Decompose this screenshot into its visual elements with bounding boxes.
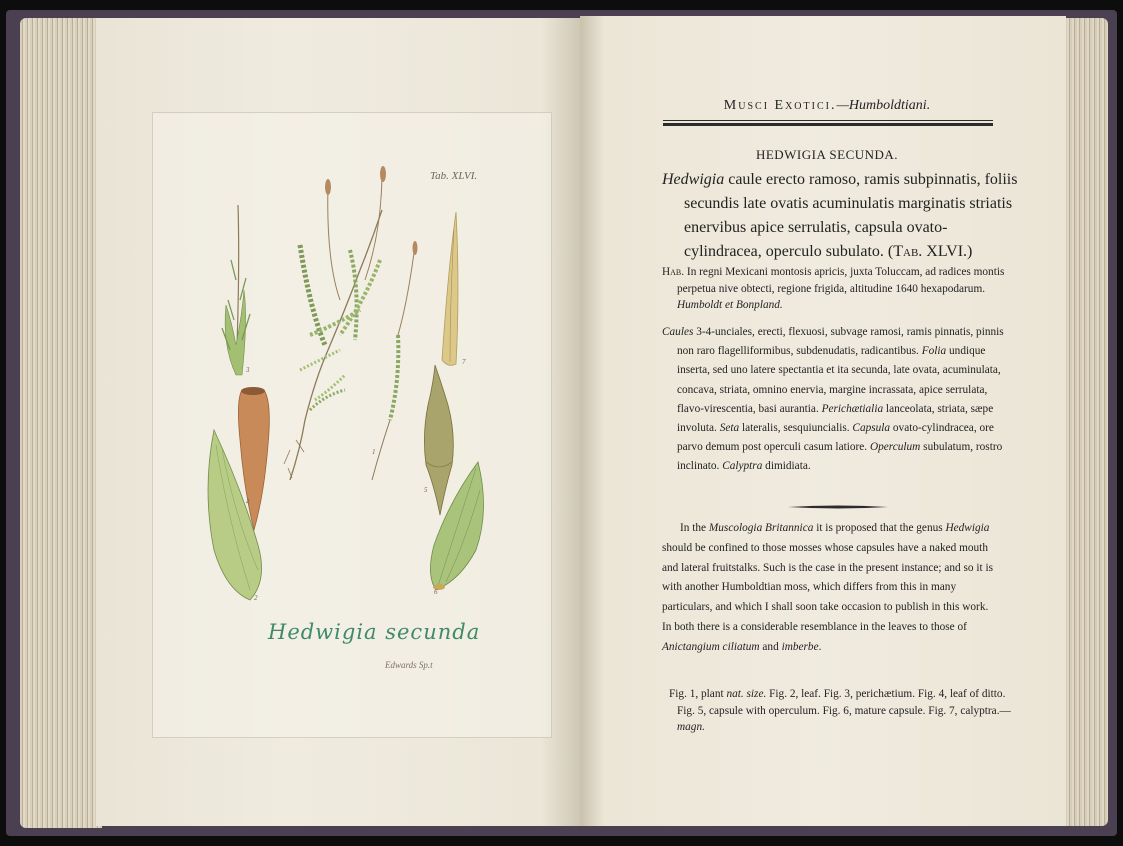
description-run: subulatum, rostro inclinato. xyxy=(677,441,1003,473)
discourse-run: and xyxy=(759,640,782,653)
discourse-run: In the xyxy=(680,522,709,534)
discourse-run: it is proposed that the genus xyxy=(813,522,946,534)
figure-number: 6 xyxy=(434,588,438,596)
description-run: 3-4-unciales, erecti, flexuosi, subvage ramosi, ramis pinnatis, pinnis non raro flagelliformibus, subdenudatis, radicantibus. xyxy=(677,326,1004,358)
description-run: Capsula xyxy=(852,422,891,435)
discourse-run: Anictangium ciliatum xyxy=(662,640,760,653)
header-subseries: —Humboldtiani. xyxy=(836,98,931,113)
page-edges-right xyxy=(1062,18,1108,826)
figures-run: Fig. 1, plant xyxy=(669,688,727,700)
figure-number: 2 xyxy=(254,594,258,602)
description-run: lateralis, sesquiuncialis. xyxy=(739,422,853,435)
description-run: Caules xyxy=(662,326,694,338)
description-paragraph xyxy=(662,323,1015,477)
figures-run: magn. xyxy=(677,721,705,733)
description-run: Perichætialia xyxy=(821,402,884,415)
moss-illustration xyxy=(150,150,550,630)
figure-number: 5 xyxy=(424,486,428,494)
running-header xyxy=(662,98,992,114)
engraver-credit: Edwards Sp.t xyxy=(385,660,433,670)
habitat-text: In regni Mexicani montosis apricis, juxta Toluccam, ad radices montis perpetua nive obtecti, regione frigida, altitudine 1640 hexapodarum. xyxy=(677,266,1005,295)
fig5-capsule xyxy=(424,365,453,515)
figure-number: 4 xyxy=(246,498,250,506)
habitat-authors: Humboldt et Bonpland. xyxy=(677,299,783,311)
figures-run: nat. size. xyxy=(726,688,767,700)
fig7-calyptra xyxy=(442,212,458,365)
fig1-plant xyxy=(284,166,386,480)
section-divider xyxy=(788,503,888,511)
fig3-shoot xyxy=(222,205,250,375)
discourse-run: . xyxy=(818,640,822,653)
species-label: Hedwigia secunda xyxy=(268,620,481,644)
diagnosis-text: caule erecto ramoso, ramis subpinnatis, foliis secundis late ovatis acuminulatis marginatis striatis enervibus apice serrulatis, capsula ovato-cylindracea, operculo subulato. ( xyxy=(684,171,1018,260)
description-run: Calyptra xyxy=(722,460,763,473)
diagnosis-paragraph xyxy=(662,168,1024,264)
description-run: Folia xyxy=(921,345,947,358)
discourse-run: Hedwigia xyxy=(945,522,990,534)
discourse-paragraph xyxy=(662,519,1000,658)
figure-number: 1 xyxy=(372,448,376,456)
description-run: lanceolata, striata, sæpe involuta. xyxy=(677,402,994,435)
page-edges-left xyxy=(20,18,102,828)
description-run: undique inserta, sed uno latere spectantia et ita secunda, late ovata, acuminulata, concava, striata, omnino enervia, margine incrassata, apice serrulata, flavo-virescentia, basi aurantia. xyxy=(677,345,1001,415)
genus-name: Hedwigia xyxy=(662,171,725,188)
tab-reference: Tab. XLVI. xyxy=(893,243,968,260)
description-run: dimidiata. xyxy=(762,460,811,473)
description-run: Seta xyxy=(719,422,740,435)
fig1b-plant xyxy=(372,241,418,480)
description-run: ovato-cylindracea, ore parvo demum post operculi casum latiore. xyxy=(677,422,994,454)
habitat-label: Hab. xyxy=(662,266,685,278)
header-rule-thin xyxy=(663,120,993,121)
plate-number: Tab. XLVI. xyxy=(430,170,478,182)
discourse-run: Muscologia Britannica xyxy=(708,522,814,534)
figures-run: Fig. 2, leaf. Fig. 3, perichætium. Fig. 4, leaf of ditto. Fig. 5, capsule with operculum. Fig. 6, mature capsule. Fig. 7, calyptra.— xyxy=(677,688,1011,717)
discourse-run: should be confined to those mosses whose capsules have a naked mouth and lateral fruitstalks. Such is the case in the present instance; and so it is with another Humboldtian moss, which differs from this in many particulars, and which I shall soon take occasion to publish in this work. In both there is a considerable resemblance in the leaves to those of xyxy=(662,541,993,633)
discourse-run: imberbe xyxy=(781,640,819,653)
header-rule-thick xyxy=(663,123,993,126)
diagnosis-close: ) xyxy=(967,243,973,260)
header-series: Musci Exotici. xyxy=(723,98,837,113)
habitat-paragraph xyxy=(662,264,1015,314)
figure-number: 3 xyxy=(246,366,250,374)
species-title: HEDWIGIA SECUNDA. xyxy=(755,147,899,162)
description-run: Operculum xyxy=(869,441,921,454)
figure-number: 7 xyxy=(462,358,466,366)
figures-explanation xyxy=(662,686,1015,736)
